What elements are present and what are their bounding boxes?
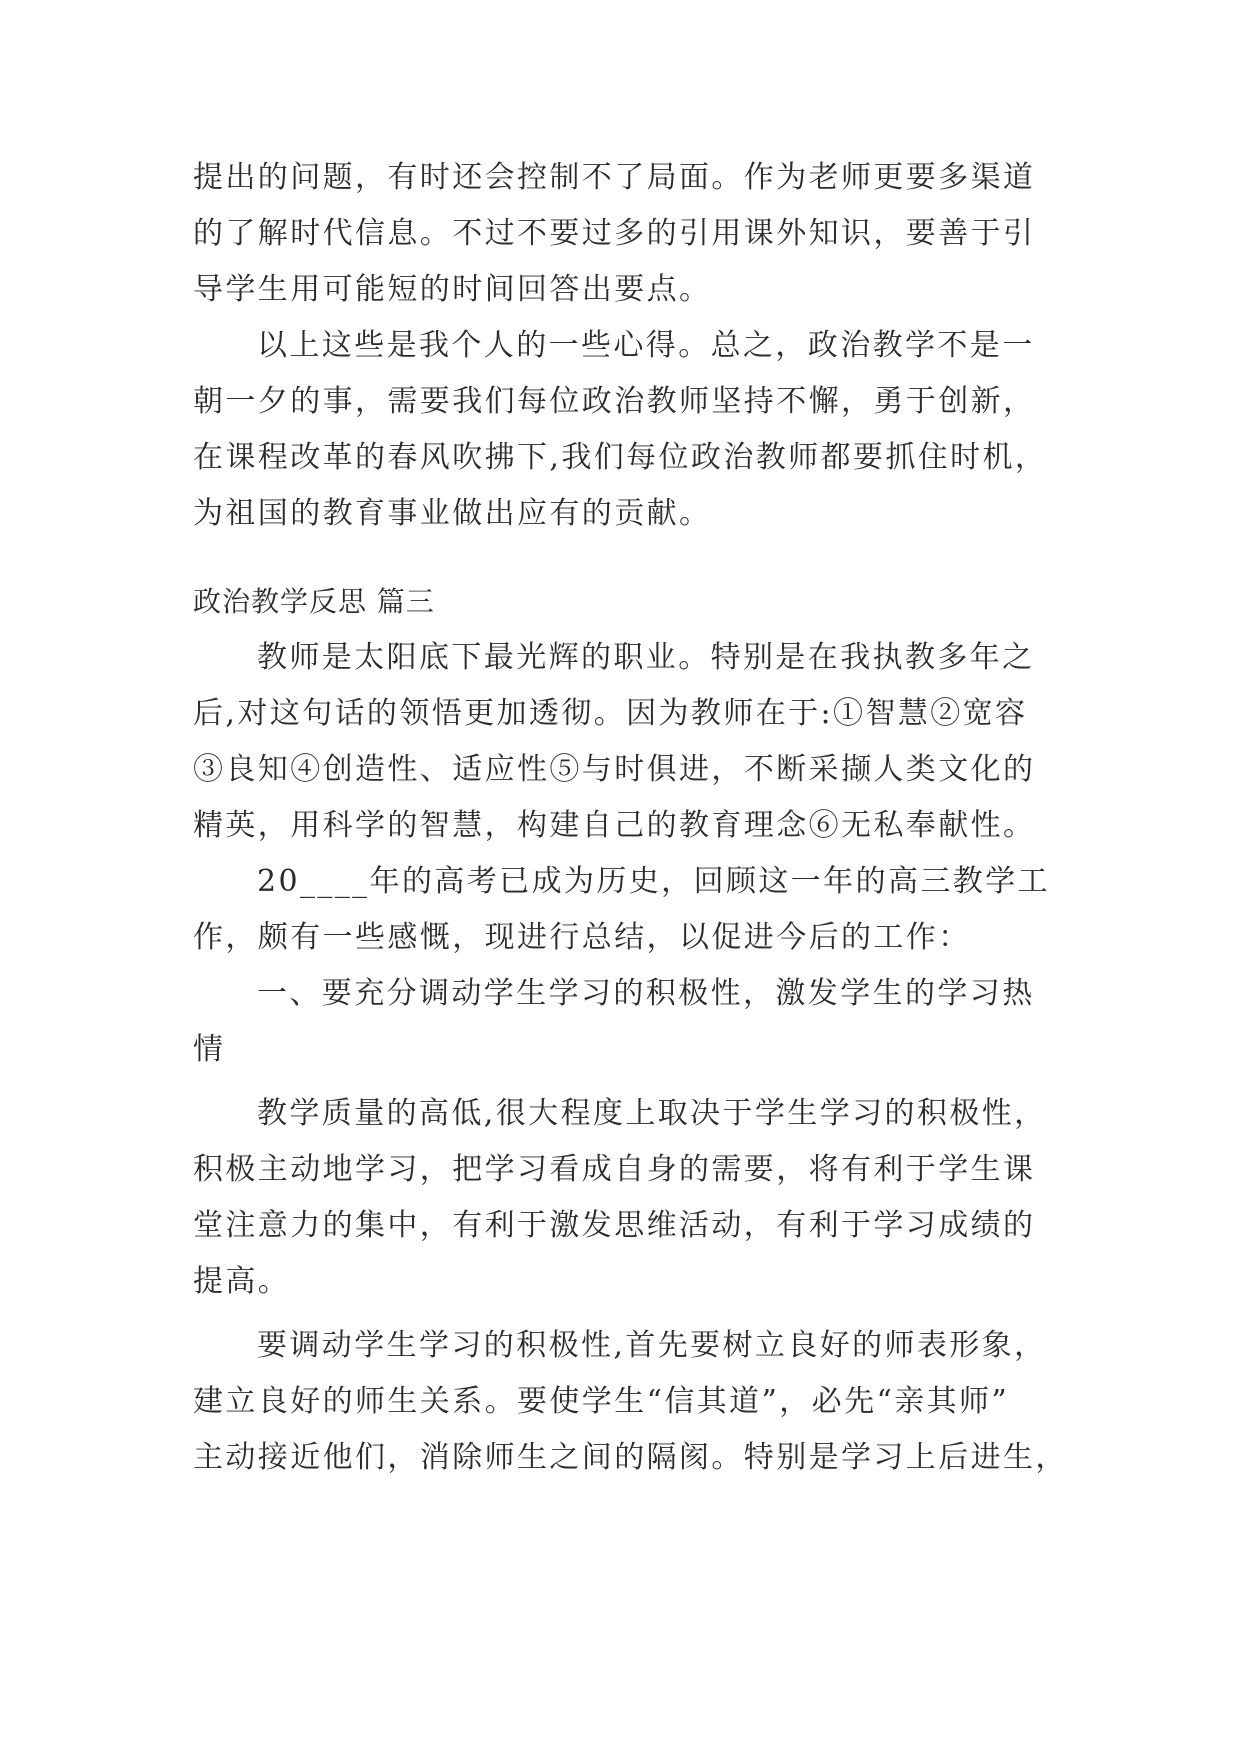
paragraph-line: 为祖国的教育事业做出应有的贡献。 — [193, 496, 712, 531]
paragraph-line: 提出的问题，有时还会控制不了局面。作为老师更要多渠道 — [193, 160, 1036, 195]
paragraph-line: 教师是太阳底下最光辉的职业。特别是在我执教多年之 — [257, 640, 1035, 675]
paragraph-line: 的了解时代信息。不过不要过多的引用课外知识，要善于引 — [193, 216, 1036, 251]
paragraph-line: 20____年的高考已成为历史，回顾这一年的高三教学工 — [257, 864, 1050, 899]
paragraph-line: 堂注意力的集中，有利于激发思维活动，有利于学习成绩的 — [193, 1208, 1036, 1243]
paragraph-line: 一、要充分调动学生学习的积极性，激发学生的学习热 — [257, 976, 1035, 1011]
paragraph-line: 提高。 — [193, 1264, 291, 1299]
paragraph-line: ③良知④创造性、适应性⑤与时俱进，不断采撷人类文化的 — [193, 752, 1036, 787]
paragraph-line: 导学生用可能短的时间回答出要点。 — [193, 272, 712, 307]
paragraph-line: 以上这些是我个人的一些心得。总之，政治教学不是一 — [257, 328, 1035, 363]
paragraph-line: 积极主动地学习，把学习看成自身的需要，将有利于学生课 — [193, 1152, 1036, 1187]
paragraph-line: 主动接近他们，消除师生之间的隔阂。特别是学习上后进生， — [193, 1440, 1068, 1475]
paragraph-line: 情 — [193, 1032, 226, 1067]
paragraph-line: 作，颇有一些感慨，现进行总结，以促进今后的工作： — [193, 920, 971, 955]
paragraph-line: 教学质量的高低,很大程度上取决于学生学习的积极性， — [257, 1096, 1047, 1131]
paragraph-line: 后,对这句话的领悟更加透彻。因为教师在于:①智慧②宽容 — [193, 696, 1028, 731]
paragraph-line: 建立良好的师生关系。要使学生“信其道”，必先“亲其师” — [193, 1384, 1010, 1419]
paragraph-line: 要调动学生学习的积极性,首先要树立良好的师表形象， — [257, 1328, 1047, 1363]
paragraph-line: 在课程改革的春风吹拂下,我们每位政治教师都要抓住时机， — [193, 440, 1048, 475]
section-heading: 政治教学反思 篇三 — [193, 585, 435, 618]
paragraph-line: 朝一夕的事，需要我们每位政治教师坚持不懈，勇于创新， — [193, 384, 1036, 419]
paragraph-line: 精英，用科学的智慧，构建自己的教育理念⑥无私奉献性。 — [193, 808, 1036, 843]
